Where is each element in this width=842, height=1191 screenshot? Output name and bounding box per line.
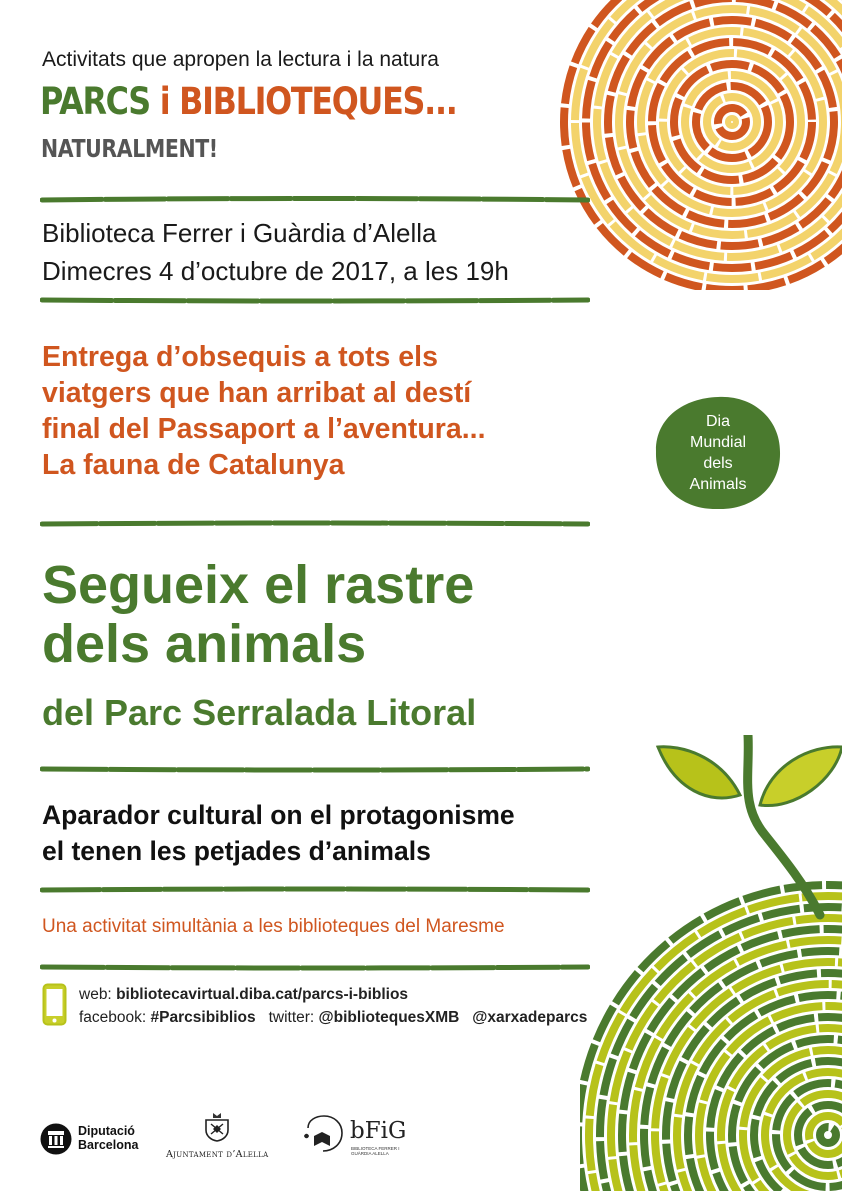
divider-5	[40, 885, 590, 895]
alella-logo	[166, 1112, 268, 1160]
bfig-logo-text: bFiG	[350, 1118, 407, 1144]
badge-text	[654, 411, 782, 495]
tagline: Activitats que apropen la lectura i la natura	[42, 48, 439, 71]
brand-part-parcs: PARCS	[40, 80, 150, 123]
ring-stroke	[820, 1127, 836, 1143]
divider-6	[40, 962, 590, 972]
diputacio-logo-icon	[40, 1123, 72, 1155]
brand-title	[40, 80, 457, 123]
badge-line: Mundial	[689, 434, 747, 451]
brand-part-i: i	[159, 80, 170, 123]
venue: Biblioteca Ferrer i Guàrdia d’Alella	[42, 218, 437, 248]
twitter-label: twitter:	[268, 1009, 315, 1026]
facebook-link[interactable]: #Parcsibiblios	[150, 1009, 256, 1026]
smartphone-icon	[42, 983, 67, 1026]
divider-4	[40, 764, 590, 774]
intro-line: La fauna de Catalunya	[42, 449, 345, 481]
world-animal-day-badge	[654, 394, 782, 512]
contact-info	[79, 983, 587, 1029]
main-title	[42, 556, 474, 674]
web-link[interactable]: bibliotecavirtual.diba.cat/parcs-i-biblios	[116, 986, 409, 1003]
badge-line: Dia	[705, 413, 730, 430]
event-date: Dimecres 4 d’octubre de 2017, a les 19h	[42, 256, 509, 286]
intro-line: final del Passaport a l’aventura...	[42, 413, 486, 445]
title-line: dels animals	[42, 614, 367, 674]
brand-part-biblioteques: BIBLIOTEQUES...	[179, 80, 457, 123]
intro-line: Entrega d’obsequis a tots els	[42, 341, 438, 373]
divider-1	[40, 195, 590, 205]
green-rings-decoration	[580, 735, 842, 1191]
facebook-label: facebook:	[79, 1009, 147, 1026]
intro-line: viatgers que han arribat al destí	[42, 377, 472, 409]
orange-rings-decoration	[560, 0, 842, 290]
bfig-book-icon	[302, 1114, 346, 1154]
ring-stroke	[674, 64, 790, 180]
badge-line: Animals	[689, 476, 747, 493]
alella-shield-icon	[203, 1112, 231, 1142]
web-label: web:	[79, 986, 112, 1003]
twitter-link[interactable]: @bibliotequesXMB	[318, 1009, 460, 1026]
badge-line: dels	[703, 455, 733, 472]
brand-subtitle: NATURALMENT!	[41, 134, 218, 163]
web-row	[79, 983, 587, 1006]
diputacio-logo-text	[78, 1124, 138, 1152]
description-line: Aparador cultural on el protagonisme	[42, 800, 515, 830]
bfig-logo-subtext: BIBLIOTECA FERRER I GUÀRDIA ALELLA	[351, 1146, 400, 1156]
diputacio-line: Diputació	[78, 1124, 135, 1138]
alella-logo-text: Ajuntament d’Alella	[166, 1149, 269, 1160]
ring-stroke	[641, 31, 823, 213]
divider-2	[40, 295, 590, 305]
simultaneous-note: Una activitat simultània a les biblioteques del Maresme	[42, 916, 505, 937]
divider-3	[40, 519, 590, 529]
leaf-right-icon	[760, 747, 842, 806]
social-row	[79, 1006, 587, 1029]
leaf-left-icon	[658, 747, 740, 798]
diputacio-line: Barcelona	[78, 1138, 139, 1152]
description-line: el tenen les petjades d’animals	[42, 836, 431, 866]
title-line: Segueix el rastre	[42, 555, 475, 615]
twitter-link-2[interactable]: @xarxadeparcs	[472, 1009, 588, 1026]
main-subtitle: del Parc Serralada Litoral	[42, 692, 477, 733]
intro-text	[42, 339, 602, 483]
ring-stroke	[718, 108, 746, 136]
ring-stroke	[729, 119, 735, 125]
description	[42, 797, 515, 869]
